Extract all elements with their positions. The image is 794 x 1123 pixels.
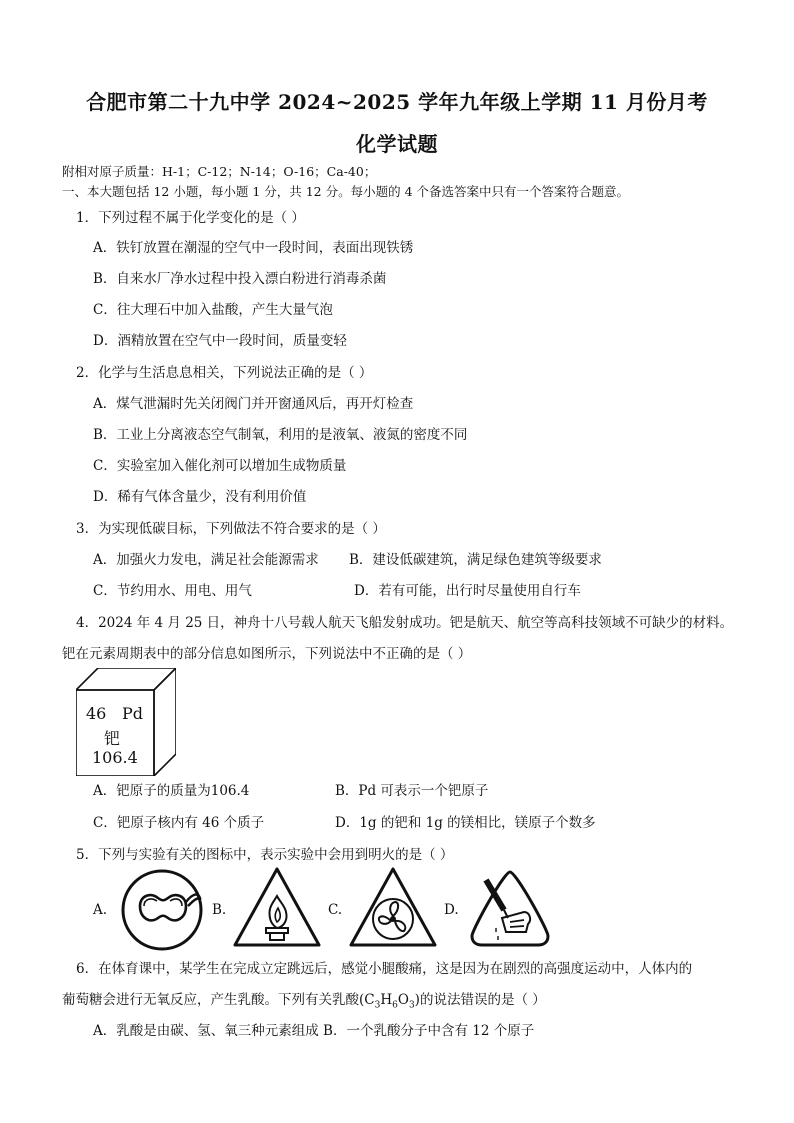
sharp-object-caution-icon [466,866,554,952]
q6-text-o: O [397,992,409,1008]
question-1-option-a: A．铁钉放置在潮湿的空气中一段时间，表面出现铁锈 [93,240,414,256]
atomic-mass: 106.4 [92,748,138,767]
question-1-option-b: B．自来水厂净水过程中投入漂白粉进行消毒杀菌 [93,271,387,287]
goggles-icon [120,868,204,956]
q6-text-h: H [380,992,393,1008]
atomic-mass-note: 附相对原子质量：H-1；C-12；N-14；O-16；Ca-40； [62,164,377,179]
exam-title: 合肥市第二十九中学 2024~2025 学年九年级上学期 11 月份月考 [86,90,708,114]
question-5-stem: 5．下列与实验有关的图标中，表示实验中会用到明火的是（ ） [76,847,454,863]
question-2-option-d: D．稀有气体含量少，没有利用价值 [93,489,307,505]
question-2-option-a: A．煤气泄漏时先关闭阀门并开窗通风后，再开灯检查 [93,396,414,412]
question-3-option-c: C．节约用水、用电、用气 [93,583,252,599]
element-symbol: Pd [122,704,144,723]
question-4-option-a: A．钯原子的质量为106.4 [93,783,250,799]
question-3-option-b: B．建设低碳建筑，满足绿色建筑等级要求 [349,552,602,568]
q6-sub-o: 3 [408,1000,415,1011]
question-6-stem-line2 [62,991,546,1015]
question-4-option-b: B．Pd 可表示一个钯原子 [335,783,489,799]
question-2-stem: 2．化学与生活息息相关，下列说法正确的是（ ） [76,365,373,381]
question-4-option-d: D．1g 的钯和 1g 的镁相比，镁原子个数多 [335,815,596,831]
section-instructions: 一、本大题包括 12 小题，每小题 1 分，共 12 分。每小题的 4 个备选答案中只有一个答案符合题意。 [62,184,630,199]
question-4-stem-line2: 钯在元素周期表中的部分信息如图所示，下列说法中不正确的是（ ） [62,646,472,662]
question-1-option-d: D．酒精放置在空气中一段时间，质量变轻 [93,333,347,349]
question-3-stem: 3．为实现低碳目标，下列做法不符合要求的是（ ） [76,521,386,537]
question-2-option-c: C．实验室加入催化剂可以增加生成物质量 [93,458,347,474]
question-4-option-c: C．钯原子核内有 46 个质子 [93,815,265,831]
open-flame-warning-icon [232,866,322,952]
element-name: 钯 [104,729,121,748]
q6-sub-h: 6 [392,1000,398,1011]
question-6-options-ab: A．乳酸是由碳、氢、氧三种元素组成 B．一个乳酸分子中含有 12 个原子 [93,1023,535,1039]
palladium-element-cell [76,668,176,776]
question-4-stem-line1: 4．2024 年 4 月 25 日，神舟十八号载人航天飞船发射成功。钯是航天、航空等高科技领域不可缺少的材料。 [76,615,734,631]
q6-sub-c: 3 [374,1000,381,1011]
question-5-option-b-label: B. [212,902,227,918]
question-2-option-b: B．工业上分离液态空气制氧，利用的是液氧、液氮的密度不同 [93,427,468,443]
question-5-option-c-label: C. [328,902,343,918]
atomic-number: 46 [86,704,107,723]
question-6-stem-line1: 6．在体育课中，某学生在完成立定跳远后，感觉小腿酸痛，这是因为在剧烈的高强度运动中，人体内的 [76,961,693,977]
q6-text-pre: 葡萄糖会进行无氧反应，产生乳酸。下列有关乳酸(C [62,992,375,1008]
question-1-option-c: C．往大理石中加入盐酸，产生大量气泡 [93,302,333,318]
exam-subject: 化学试题 [356,132,438,156]
question-5-option-a-label: A. [93,902,108,918]
question-3-option-a: A．加强火力发电，满足社会能源需求 [93,552,319,568]
ventilation-fan-icon [348,866,438,952]
question-5-option-d-label: D. [444,902,459,918]
question-1-stem: 1．下列过程不属于化学变化的是（ ） [76,210,305,226]
question-3-option-d: D．若有可能，出行时尽量使用自行车 [354,583,581,599]
q6-text-post: )的说法错误的是（ ） [414,992,546,1008]
